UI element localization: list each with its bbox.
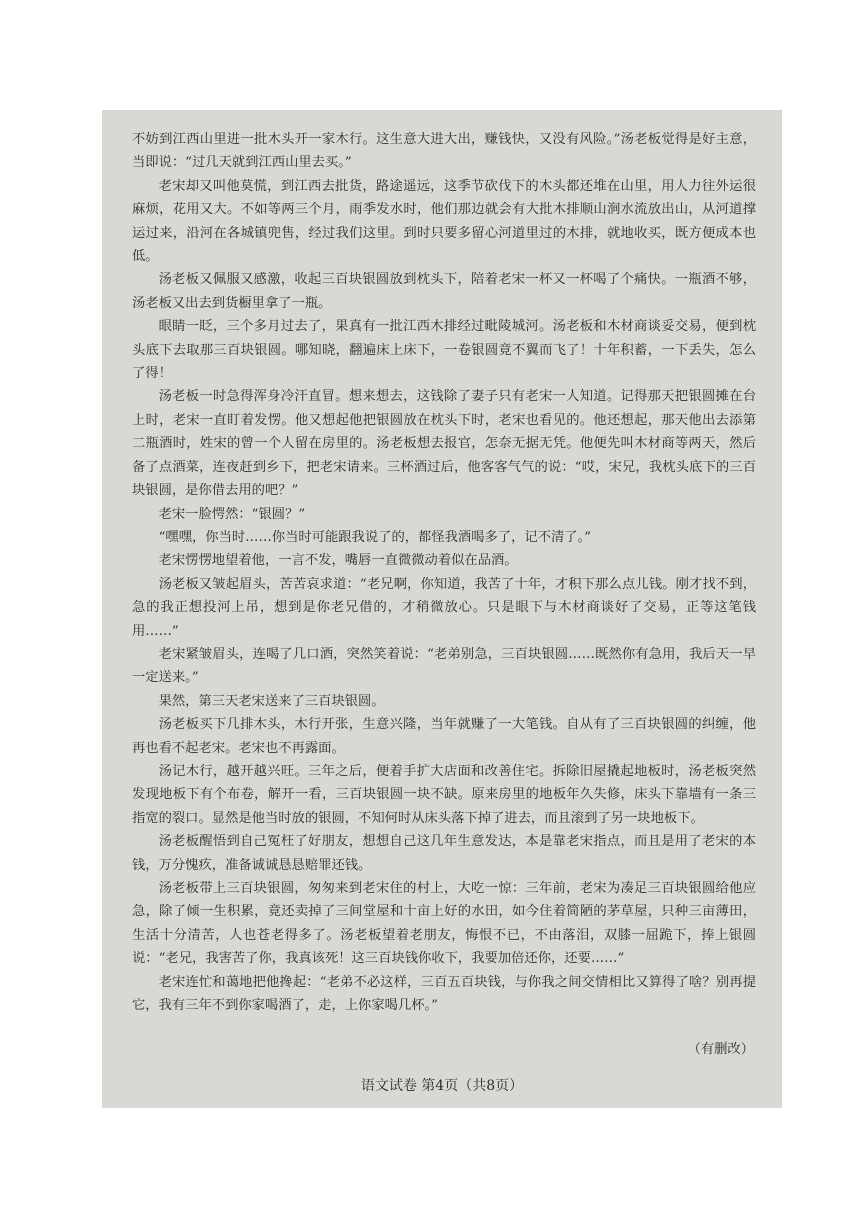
paragraph: 汤老板带上三百块银圆，匆匆来到老宋住的村上，大吃一惊：三年前，老宋为凑足三百块银圆给他应急，除了倾一生积累，竟还卖掉了三间堂屋和十亩上好的水田，如今住着简陋的茅草屋，只种三亩薄田，生活十分清苦，人也苍老得多了。汤老板望着老朋友，悔恨不已，不由落泪，双膝一屈跪下，捧上银圆说：“老兄，我害苦了你，我真该死！这三百块钱你收下，我要加倍还你，还要……”: [132, 881, 756, 967]
paragraph: 老宋愣愣地望着他，一言不发，嘴唇一直微微动着似在品酒。: [158, 553, 518, 569]
paragraph: 汤记木行，越开越兴旺。三年之后，便着手扩大店面和改善住宅。拆除旧屋撬起地板时，汤老板突然发现地板下有个布卷，解开一看，三百块银圆一块不缺。原来房里的地板年久失修，床头下靠墙有一条三指宽的裂口。显然是他当时放的银圆，不知何时从床头落下掉了进去，而且滚到了另一块地板下。: [132, 763, 756, 826]
page-footer: 语文试卷 第4页（共8页）: [360, 1078, 524, 1094]
paragraph: 老宋却又叫他莫慌，到江西去批货，路途遥远，这季节砍伐下的木头都还堆在山里，用人力往外运很麻烦，花用又大。不如等两三个月，雨季发水时，他们那边就会有大批木排顺山涧水流放出山，从河道撑运过来，沿河在各城镇兜售，经过我们这里。到时只要多留心河道里过的木排，就地收买，既方便成本也低。: [132, 178, 756, 265]
revision-note: （有删改）: [687, 1042, 754, 1057]
paragraph: 不妨到江西山里进一批木头开一家木行。这生意大进大出，赚钱快，又没有风险。”汤老板觉得是好主意，当即说：“过几天就到江西山里去买。”: [132, 132, 756, 171]
paragraph: 汤老板一时急得浑身冷汗直冒。想来想去，这钱除了妻子只有老宋一人知道。记得那天把银圆摊在台上时，老宋一直盯着发愣。他又想起他把银圆放在枕头下时，老宋也看见的。他还想起，那天他出去添第二瓶酒时，姓宋的曾一个人留在房里的。汤老板想去报官，怎奈无据无凭。他便先叫木材商等两天，然后备了点酒菜，连夜赶到乡下，把老宋请来。三杯酒过后，他客客气气的说：“哎，宋兄，我枕头底下的三百块银圆，是你借去用的吧？”: [132, 389, 756, 499]
paragraph: 汤老板又皱起眉头，苦苦哀求道：“老兄啊，你知道，我苦了十年，才积下那么点儿钱。刚才找不到，急的我正想投河上吊，想到是你老兄借的，才稍微放心。只是眼下与木材商谈好了交易，正等这笔钱用……”: [132, 576, 756, 639]
paragraph: 老宋紧皱眉头，连喝了几口酒，突然笑着说：“老弟别急，三百块银圆……既然你有急用，我后天一早一定送来。”: [132, 646, 756, 686]
paragraph: 汤老板买下几排木头，木行开张，生意兴隆，当年就赚了一大笔钱。自从有了三百块银圆的纠缠，他再也看不起老宋。老宋也不再露面。: [132, 717, 756, 756]
paragraph: 汤老板又佩服又感激，收起三百块银圆放到枕头下，陪着老宋一杯又一杯喝了个痛快。一瓶酒不够，汤老板又出去到货橱里拿了一瓶。: [132, 272, 756, 311]
paragraph: 眼睛一眨，三个多月过去了，果真有一批江西木排经过毗陵城河。汤老板和木材商谈妥交易，便到枕头底下去取那三百块银圆。哪知晓，翻遍床上床下，一卷银圆竟不翼而飞了！十年积蓄，一下丢失，怎么了得！: [132, 319, 756, 382]
paragraph: 老宋一脸愕然：“银圆？”: [158, 506, 306, 522]
paragraph: “嘿嘿，你当时……你当时可能跟我说了的，都怪我酒喝多了，记不清了。”: [158, 529, 592, 545]
paragraph: 果然，第三天老宋送来了三百块银圆。: [158, 693, 385, 709]
exam-page: [102, 110, 782, 1108]
paragraph: 老宋连忙和蔼地把他搀起：“老弟不必这样，三百五百块钱，与你我之间交情相比又算得了啥？别再提它，我有三年不到你家喝酒了，走，上你家喝几杯。”: [132, 974, 756, 1014]
paragraph: 汤老板醒悟到自己冤枉了好朋友，想想自己这几年生意发达，本是靠老宋指点，而且是用了老宋的本钱，万分愧疚，准备诚诚恳恳赔罪还钱。: [132, 834, 756, 873]
